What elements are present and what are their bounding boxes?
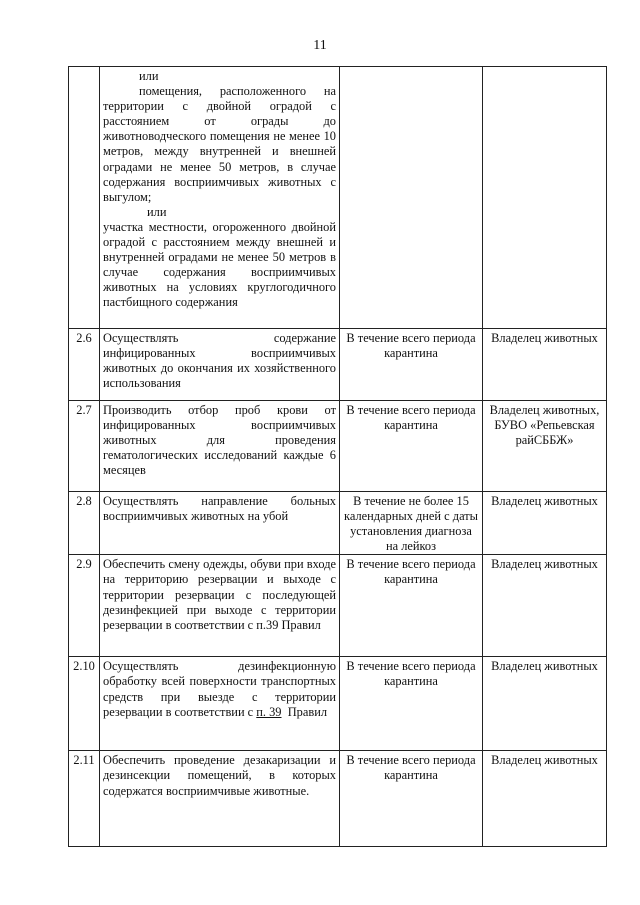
cell-action xyxy=(100,67,340,329)
row-number: 2.10 xyxy=(69,657,100,751)
paragraph-or: или xyxy=(139,69,159,83)
row-action-tail: Правил xyxy=(287,704,328,719)
row-action: Обеспечить смену одежды, обуви при входе на территорию резервации и выходе с территории резервации с последующей дезинфекцией при выходе с территории резервации в соответствии с п.39 Правил xyxy=(100,555,340,657)
row-term: В течение всего периода карантина xyxy=(340,751,483,847)
row-responsible: Владелец животных xyxy=(483,751,607,847)
row-number: 2.9 xyxy=(69,555,100,657)
table-row xyxy=(69,401,607,492)
table-row xyxy=(69,492,607,555)
cell-term xyxy=(340,67,483,329)
table-row xyxy=(69,329,607,401)
paragraph-or: или xyxy=(147,204,167,219)
table-row xyxy=(69,657,607,751)
row-term: В течение всего периода карантина xyxy=(340,401,483,492)
table-row xyxy=(69,751,607,847)
row-term: В течение всего периода карантина xyxy=(340,555,483,657)
row-term: В течение всего периода карантина xyxy=(340,329,483,401)
row-responsible: Владелец животных xyxy=(483,657,607,751)
page-number: 11 xyxy=(313,38,327,53)
row-number: 2.6 xyxy=(69,329,100,401)
paragraph-premises: помещения, расположенного на территории с двойной оградой с расстоянием от ограды до животноводческого помещения не менее 10 метров, между внутренней и внешней оградами не менее 50 метров, в случае содержания восприимчивых животных с выгулом; xyxy=(103,84,336,204)
row-action-text: Осуществлять дезинфекционную обработку всей поверхности транспортных средств при выезде с территории резервации в соответствии с xyxy=(103,659,336,719)
rules-reference-link[interactable]: п. 39 xyxy=(256,704,282,719)
row-action xyxy=(100,657,340,751)
row-action: Обеспечить проведение дезакаризации и дезинсекции помещений, в которых содержатся восприимчивые животные. xyxy=(100,751,340,847)
row-number: 2.11 xyxy=(69,751,100,847)
table-row-continuation xyxy=(69,67,607,329)
row-number: 2.8 xyxy=(69,492,100,555)
row-action: Производить отбор проб крови от инфицированных восприимчивых животных для проведения гематологических исследований каждые 6 месяцев xyxy=(100,401,340,492)
row-responsible: Владелец животных xyxy=(483,555,607,657)
row-responsible: Владелец животных xyxy=(483,492,607,555)
measures-table xyxy=(68,66,607,847)
row-number: 2.7 xyxy=(69,401,100,492)
row-term: В течение всего периода карантина xyxy=(340,657,483,751)
row-responsible: Владелец животных, БУВО «Репьевская райСББЖ» xyxy=(483,401,607,492)
row-action: Осуществлять направление больных восприимчивых животных на убой xyxy=(100,492,340,555)
row-responsible: Владелец животных xyxy=(483,329,607,401)
paragraph-land-plot: участка местности, огороженного двойной оградой с расстоянием между внешней и внутренней оградами не менее 50 метров в случае содержания восприимчивых животных на условиях круглогодичного пастбищного содержания xyxy=(103,219,336,310)
row-action: Осуществлять содержание инфицированных восприимчивых животных до окончания их хозяйственного использования xyxy=(100,329,340,401)
cell-responsible xyxy=(483,67,607,329)
table-row xyxy=(69,555,607,657)
cell-number xyxy=(69,67,100,329)
row-term: В течение не более 15 календарных дней с даты установления диагноза на лейкоз xyxy=(340,492,483,555)
